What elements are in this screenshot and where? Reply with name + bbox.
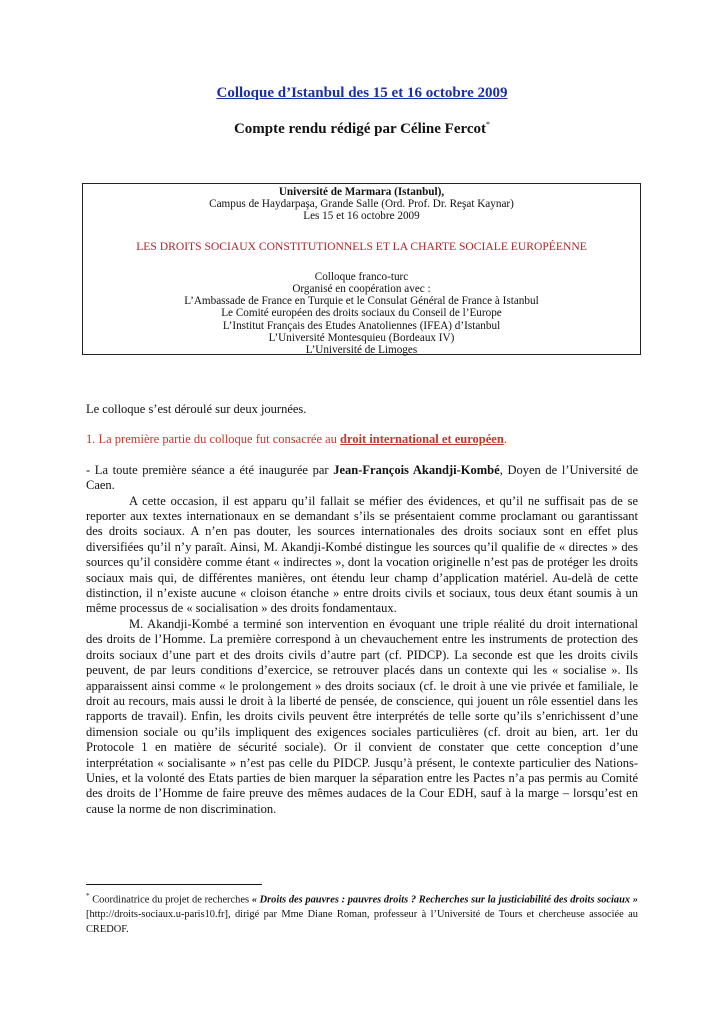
organizer-line: L’Ambassade de France en Turquie et le Consulat Général de France à Istanbul — [184, 295, 539, 308]
campus-line: Campus de Haydarpaşa, Grande Salle (Ord. Prof. Dr. Reşat Kaynar) — [209, 198, 514, 211]
organizer-line: L’Institut Français des Etudes Anatoliennes (IFEA) d’Istanbul — [222, 319, 501, 332]
organizer-line: Organisé en coopération avec : — [292, 283, 431, 296]
document-title: Colloque d’Istanbul des 15 et 16 octobre 2009 — [216, 85, 508, 101]
paragraph-3: M. Akandji-Kombé a terminé son intervention en évoquant une triple réalité du droit international des droits de l’Homme. La première correspond à un chevauchement entre les instruments de protection des droits sociaux d’une part et des droits civils d’autre part (cf. PIDCP). La seconde est que les droits civils peuvent, de par leurs conditions d’exercice, se retrouver placés dans un contexte qui les « socialise ». Ils apparaissent ainsi comme « le prolongement » des droits sociaux (cf. le droit à une vie privée et familiale, le droit au recours, mais aussi le droit à la liberté de pensée, de conscience, qui jouent un rôle essentiel dans les rapports de travail). Enfin, les droits civils peuvent être interprétés de telle sorte qu’ils s’enrichissent d’une dimension sociale ou qu’ils impliquent des exigences sociales particulières (cf. droit au bien, art. 1er du Protocole 1 en matière de sécurité sociale). Or il convient de constater que cette conception d’une interprétation « socialisante » n’est pas celle du PIDCP. Jusqu’à présent, le contexte particulier des Nations-Unies, et la volonté des Etats parties de bien marquer la séparation entre les Pactes n’a pas permis au Comité des droits de l’Homme de faire preuve des mêmes audaces de la Cour EDH, sauf à la marge – lorsqu’est en cause la norme de non discrimination. — [86, 616, 638, 816]
footnote-separator — [86, 884, 262, 885]
p1-end: , Doyen de l’Université de Caen. — [86, 462, 639, 493]
part1-prefix: 1. La première partie du colloque fut consacrée au — [86, 432, 341, 447]
footnote-start: Coordinatrice du projet de recherches — [89, 894, 252, 906]
footnote-title: « Droits des pauvres : pauvres droits ? Recherches sur la justiciabilité des droits sociaux » — [251, 894, 638, 906]
footnote-mark: * — [86, 892, 90, 900]
paragraph-1 — [86, 463, 638, 494]
speaker-name: Jean-François Akandji-Kombé — [333, 462, 500, 477]
p1-start: - La toute première séance a été inaugurée par — [86, 462, 334, 477]
part1-heading — [86, 432, 638, 447]
subtitle-text: Compte rendu rédigé par Céline Fercot — [233, 121, 487, 137]
paragraph-2: A cette occasion, il est apparu qu’il fallait se méfier des évidences, et qu’il ne suffisait pas de se reporter aux textes internationaux en se demandant s’ils se présentaient comme proclamant ou garantissant des droits sociaux. A n’en pas douter, les sources internationales des droits sociaux sont en effet plus diversifiées qu’il n’y paraît. Ainsi, M. Akandji-Kombé distingue les sources qu’il qualifie de « directes » des sources qu’il considère comme étant « indirectes », dont la vocation originelle n’est pas de protéger les droits sociaux mais qui, de différentes manières, ont étendu leur champ d’application matériel. Au-delà de cette distinction, il n’existe aucune « cloison étanche » entre droits civils et sociaux, tous deux étant soumis à un même processus de « socialisation » des droits fondamentaux. — [86, 493, 638, 616]
part1-suffix: . — [503, 432, 507, 447]
university-line: Université de Marmara (Istanbul), — [278, 186, 445, 198]
organizer-line: Colloque franco-turc — [314, 270, 409, 283]
dates-line: Les 15 et 16 octobre 2009 — [303, 210, 420, 223]
intro-paragraph: Le colloque s’est déroulé sur deux journées. — [86, 402, 307, 416]
part1-link[interactable]: droit international et européen — [340, 432, 504, 447]
document-body — [86, 402, 638, 817]
organizer-line: L’Université de Limoges — [305, 344, 418, 357]
footnote-ref-mark: * — [486, 120, 491, 129]
theme-line: LES DROITS SOCIAUX CONSTITUTIONNELS ET LA CHARTE SOCIALE EUROPÉENNE — [136, 239, 587, 253]
footnote-end: [http://droits-sociaux.u-paris10.fr], dirigé par Mme Diane Roman, professeur à l’Université de Tours et chercheuse associée au CREDOF. — [86, 909, 638, 935]
organizer-line: Le Comité européen des droits sociaux du Conseil de l’Europe — [221, 307, 502, 320]
footnote — [86, 889, 638, 937]
organizer-line: L’Université Montesquieu (Bordeaux IV) — [268, 331, 455, 344]
document-subtitle — [0, 120, 724, 138]
event-info-box — [82, 183, 641, 355]
